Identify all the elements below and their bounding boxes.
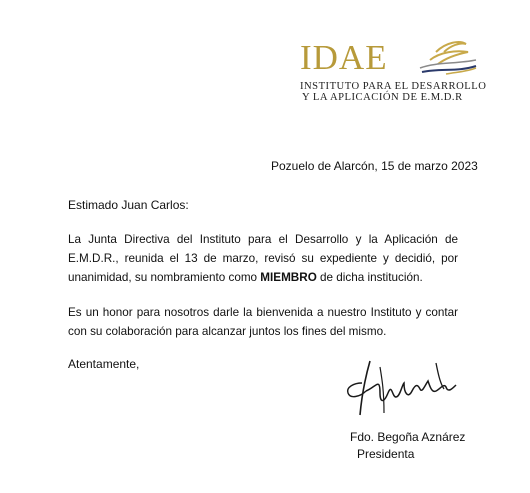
letter-paragraph-1: [68, 230, 458, 287]
signer-role: Presidenta: [357, 447, 415, 461]
letter-paragraph-2: Es un honor para nosotros darle la bienvenida a nuestro Instituto y contar con su colaboración para alcanzar juntos los fines del mismo.: [68, 306, 458, 338]
signer-name: Fdo. Begoña Aznárez: [350, 430, 466, 444]
org-name-line-2: Y LA APLICACIÓN DE E.M.D.R: [302, 92, 463, 103]
letterhead: [298, 38, 498, 108]
letter-date: Pozuelo de Alarcón, 15 de marzo 2023: [271, 159, 478, 173]
letter-greeting: Estimado Juan Carlos:: [68, 198, 189, 212]
paragraph-1-text-start: La Junta Directiva del Instituto para el Desarrollo y la Aplicación de E.M.D.R., reunida el 13 de marzo, revisó su expediente y decidió, por unanimidad, su nombramiento como: [68, 233, 458, 284]
membership-title: MIEMBRO: [260, 271, 317, 284]
letter-closing: Atentamente,: [68, 357, 140, 371]
paragraph-1-text-end: de dicha institución.: [316, 271, 423, 284]
handwritten-signature: [340, 353, 470, 428]
brand-logo-text: IDAE: [300, 38, 388, 77]
gold-swirl-emblem-icon: [416, 38, 478, 82]
org-name-line-1: INSTITUTO PARA EL DESARROLLO: [300, 81, 487, 92]
